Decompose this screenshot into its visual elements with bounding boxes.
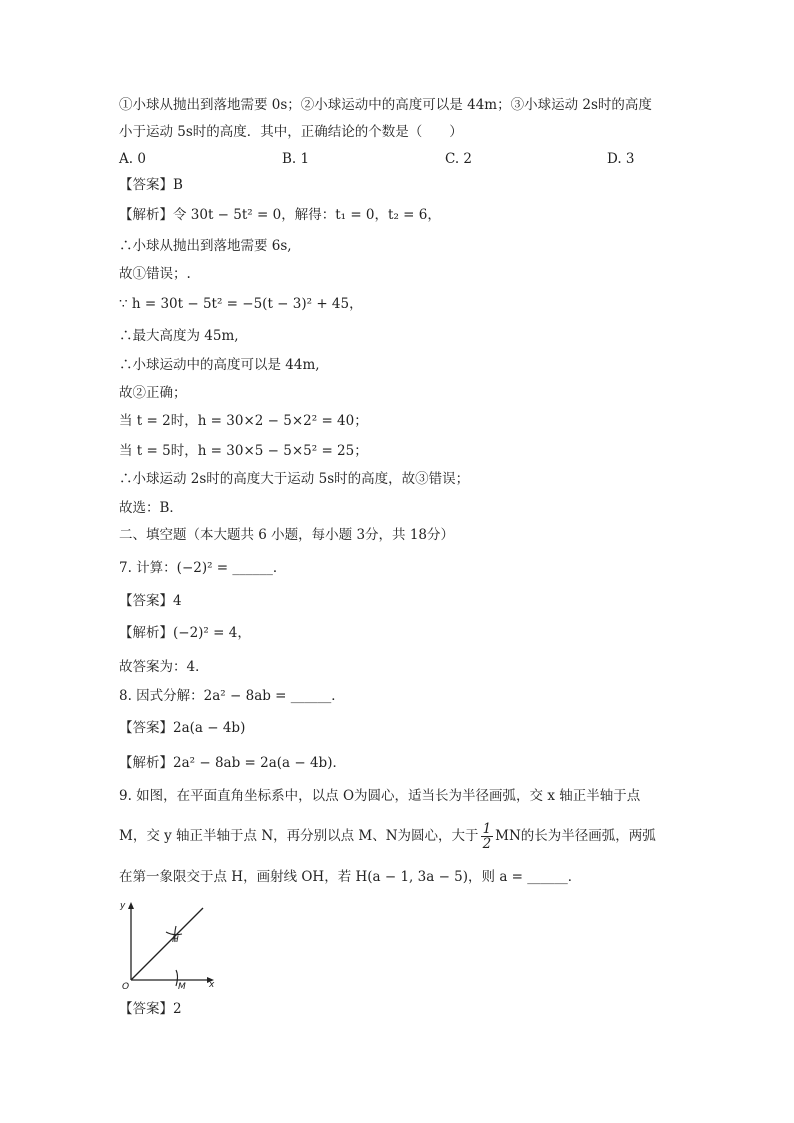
label-o: O bbox=[122, 982, 130, 992]
fraction-denominator: 2 bbox=[482, 835, 492, 852]
label-h: H bbox=[172, 935, 179, 945]
q9-line2 bbox=[119, 818, 656, 854]
y-axis-arrow bbox=[128, 902, 134, 909]
q6-statement-line2: 小于运动 5s时的高度．其中，正确结论的个数是（ ） bbox=[119, 124, 463, 140]
q7-question: 7. 计算：(−2)² = ______． bbox=[119, 560, 287, 576]
ray-oh bbox=[131, 908, 203, 980]
label-y: y bbox=[120, 901, 126, 911]
q9-line2-pre: M，交 y 轴正半轴于点 N，再分别以点 M、N为圆心，大于 bbox=[119, 828, 479, 844]
q8-question: 8. 因式分解：2a² − 8ab = ______． bbox=[119, 688, 345, 704]
q6-analysis-line: 【解析】令 30t − 5t² = 0，解得：t₁ = 0，t₂ = 6， bbox=[119, 207, 441, 223]
q9-line1: 9. 如图，在平面直角坐标系中，以点 O为圆心，适当长为半径画弧，交 x 轴正半轴于点 bbox=[119, 788, 641, 804]
q6-analysis-line: 当 t = 5时，h = 30×5 − 5×5² = 25； bbox=[119, 443, 368, 459]
q6-option-b: B. 1 bbox=[282, 151, 310, 167]
q6-option-a: A. 0 bbox=[119, 151, 146, 167]
q6-analysis-line: 故②正确； bbox=[119, 385, 187, 401]
fraction-numerator: 1 bbox=[482, 820, 492, 837]
q6-analysis-line: 故选：B． bbox=[119, 500, 183, 516]
q6-analysis-line: ∴小球从抛出到落地需要 6s, bbox=[119, 238, 292, 254]
q9-figure bbox=[114, 896, 224, 992]
q8-answer: 【答案】2a(a − 4b) bbox=[119, 720, 246, 736]
q6-option-c: C. 2 bbox=[445, 151, 473, 167]
q6-option-d: D. 3 bbox=[607, 151, 635, 167]
q6-analysis-line: ∴小球运动 2s时的高度大于运动 5s时的高度，故③错误； bbox=[119, 471, 470, 487]
q9-line2-post: MN的长为半径画弧，两弧 bbox=[495, 828, 656, 844]
q6-analysis-line: 故①错误；. bbox=[119, 266, 191, 282]
q7-analysis: 【解析】(−2)² = 4， bbox=[119, 625, 251, 641]
fraction-one-half bbox=[481, 822, 494, 851]
q6-statement-line1: ①小球从抛出到落地需要 0s；②小球运动中的高度可以是 44m；③小球运动 2s时的高度 bbox=[119, 97, 652, 113]
q6-answer: 【答案】B bbox=[119, 177, 183, 193]
q8-analysis: 【解析】2a² − 8ab = 2a(a − 4b)． bbox=[119, 755, 346, 771]
q7-conclusion: 故答案为：4． bbox=[119, 659, 209, 675]
label-m: M bbox=[178, 982, 186, 992]
q6-analysis-line: ∴小球运动中的高度可以是 44m, bbox=[119, 357, 320, 373]
section-heading: 二、填空题（本大题共 6 小题，每小题 3分，共 18分） bbox=[119, 527, 455, 543]
label-x: x bbox=[209, 980, 215, 990]
q7-answer: 【答案】4 bbox=[119, 593, 182, 609]
q6-analysis-line: ∴最大高度为 45m, bbox=[119, 328, 239, 344]
q9-answer: 【答案】2 bbox=[119, 1001, 182, 1017]
q6-analysis-line: ∵ h = 30t − 5t² = −5(t − 3)² + 45， bbox=[119, 296, 363, 312]
q6-analysis-line: 当 t = 2时，h = 30×2 − 5×2² = 40； bbox=[119, 413, 368, 429]
q9-line3: 在第一象限交于点 H，画射线 OH，若 H(a − 1, 3a − 5)，则 a = ______． bbox=[119, 869, 582, 885]
